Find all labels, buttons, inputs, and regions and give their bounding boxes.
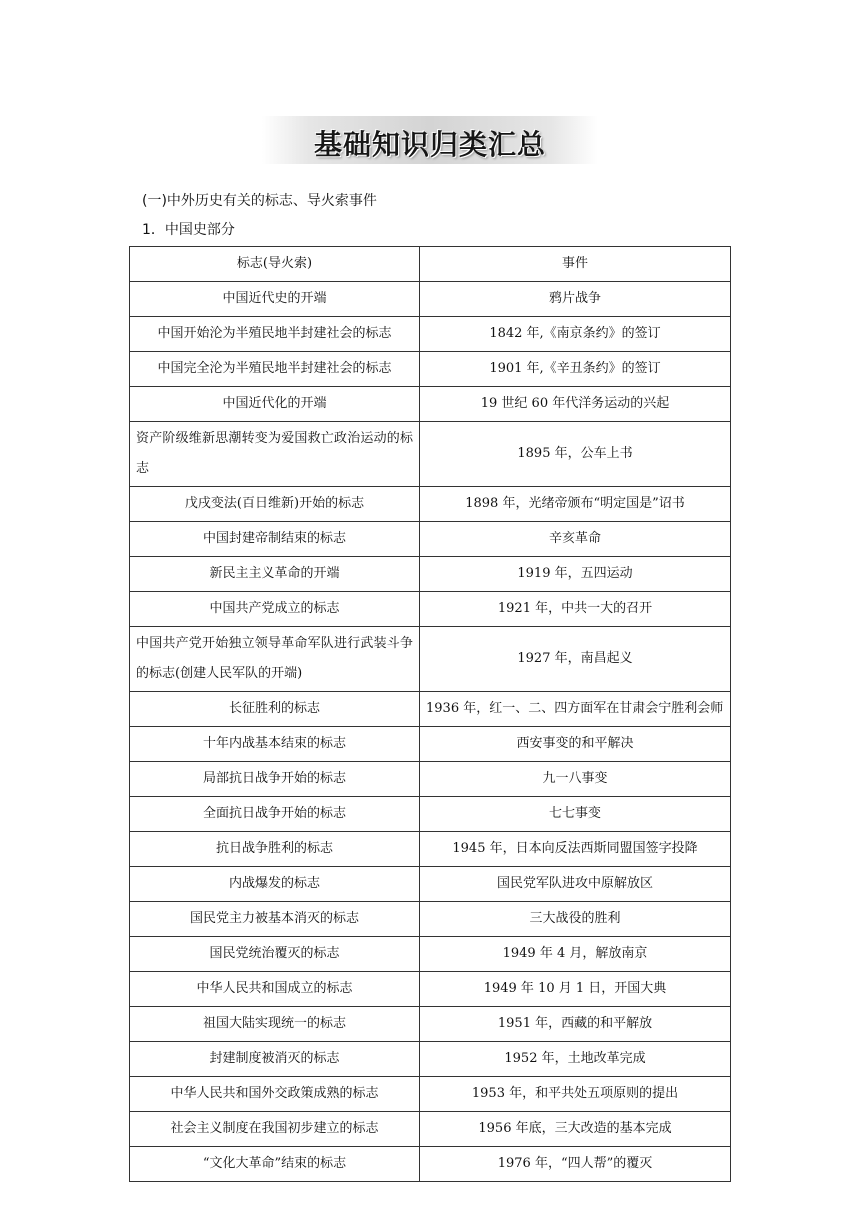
- mark-cell: 中国共产党开始独立领导革命军队进行武装斗争的标志(创建人民军队的开端): [130, 627, 420, 692]
- event-cell: 国民党军队进攻中原解放区: [420, 867, 731, 902]
- mark-cell: 封建制度被消灭的标志: [130, 1042, 420, 1077]
- mark-cell: “文化大革命”结束的标志: [130, 1147, 420, 1182]
- mark-cell: 全面抗日战争开始的标志: [130, 797, 420, 832]
- table-row: [130, 557, 731, 592]
- event-cell: 1919 年，五四运动: [420, 557, 731, 592]
- event-cell: 辛亥革命: [420, 522, 731, 557]
- table-row: [130, 352, 731, 387]
- table-row: [130, 422, 731, 487]
- table-row: [130, 317, 731, 352]
- event-cell: 1951 年，西藏的和平解放: [420, 1007, 731, 1042]
- mark-cell: 中国近代史的开端: [130, 282, 420, 317]
- table-row: [130, 1077, 731, 1112]
- mark-cell: 中国开始沦为半殖民地半封建社会的标志: [130, 317, 420, 352]
- event-cell: 三大战役的胜利: [420, 902, 731, 937]
- section-heading: (一)中外历史有关的标志、导火索事件: [142, 193, 377, 209]
- event-cell: 1898 年，光绪帝颁布“明定国是”诏书: [420, 487, 731, 522]
- event-cell: 1949 年 4 月，解放南京: [420, 937, 731, 972]
- event-cell: 1976 年，“四人帮”的覆灭: [420, 1147, 731, 1182]
- column-header-event: 事件: [420, 247, 731, 282]
- event-cell: 1927 年，南昌起义: [420, 627, 731, 692]
- mark-cell: 抗日战争胜利的标志: [130, 832, 420, 867]
- event-cell: 19 世纪 60 年代洋务运动的兴起: [420, 387, 731, 422]
- table-row: [130, 282, 731, 317]
- events-table: [129, 246, 731, 1182]
- event-cell: 1936 年，红一、二、四方面军在甘肃会宁胜利会师: [420, 692, 731, 727]
- event-cell: 1953 年，和平共处五项原则的提出: [420, 1077, 731, 1112]
- mark-cell: 资产阶级维新思潮转变为爱国救亡政治运动的标志: [130, 422, 420, 487]
- table-row: [130, 627, 731, 692]
- title-banner: [262, 116, 598, 164]
- mark-cell: 中国共产党成立的标志: [130, 592, 420, 627]
- mark-cell: 祖国大陆实现统一的标志: [130, 1007, 420, 1042]
- event-cell: 1956 年底，三大改造的基本完成: [420, 1112, 731, 1147]
- event-cell: 九一八事变: [420, 762, 731, 797]
- mark-cell: 长征胜利的标志: [130, 692, 420, 727]
- mark-cell: 中国完全沦为半殖民地半封建社会的标志: [130, 352, 420, 387]
- mark-cell: 新民主主义革命的开端: [130, 557, 420, 592]
- table-row: [130, 832, 731, 867]
- table-row: [130, 1007, 731, 1042]
- mark-cell: 中国封建帝制结束的标志: [130, 522, 420, 557]
- table-row: [130, 972, 731, 1007]
- table-header-row: [130, 247, 731, 282]
- mark-cell: 中华人民共和国外交政策成熟的标志: [130, 1077, 420, 1112]
- table-row: [130, 1112, 731, 1147]
- table-row: [130, 937, 731, 972]
- subsection-heading: 1．中国史部分: [142, 222, 235, 238]
- event-cell: 1842 年,《南京条约》的签订: [420, 317, 731, 352]
- table-row: [130, 902, 731, 937]
- mark-cell: 内战爆发的标志: [130, 867, 420, 902]
- mark-cell: 局部抗日战争开始的标志: [130, 762, 420, 797]
- table-row: [130, 1147, 731, 1182]
- table-row: [130, 692, 731, 727]
- table-row: [130, 797, 731, 832]
- event-cell: 1945 年，日本向反法西斯同盟国签字投降: [420, 832, 731, 867]
- table-row: [130, 487, 731, 522]
- mark-cell: 戊戌变法(百日维新)开始的标志: [130, 487, 420, 522]
- mark-cell: 国民党主力被基本消灭的标志: [130, 902, 420, 937]
- event-cell: 西安事变的和平解决: [420, 727, 731, 762]
- table-row: [130, 1042, 731, 1077]
- mark-cell: 中国近代化的开端: [130, 387, 420, 422]
- mark-cell: 十年内战基本结束的标志: [130, 727, 420, 762]
- table-row: [130, 867, 731, 902]
- event-cell: 1901 年,《辛丑条约》的签订: [420, 352, 731, 387]
- mark-cell: 中华人民共和国成立的标志: [130, 972, 420, 1007]
- table-row: [130, 592, 731, 627]
- column-header-mark: 标志(导火索): [130, 247, 420, 282]
- event-cell: 1952 年，土地改革完成: [420, 1042, 731, 1077]
- mark-cell: 社会主义制度在我国初步建立的标志: [130, 1112, 420, 1147]
- table-row: [130, 762, 731, 797]
- event-cell: 鸦片战争: [420, 282, 731, 317]
- event-cell: 1895 年，公车上书: [420, 422, 731, 487]
- table-row: [130, 522, 731, 557]
- table-row: [130, 727, 731, 762]
- event-cell: 1921 年，中共一大的召开: [420, 592, 731, 627]
- mark-cell: 国民党统治覆灭的标志: [130, 937, 420, 972]
- event-cell: 七七事变: [420, 797, 731, 832]
- page-title: 基础知识归类汇总: [313, 128, 546, 161]
- table-row: [130, 387, 731, 422]
- event-cell: 1949 年 10 月 1 日，开国大典: [420, 972, 731, 1007]
